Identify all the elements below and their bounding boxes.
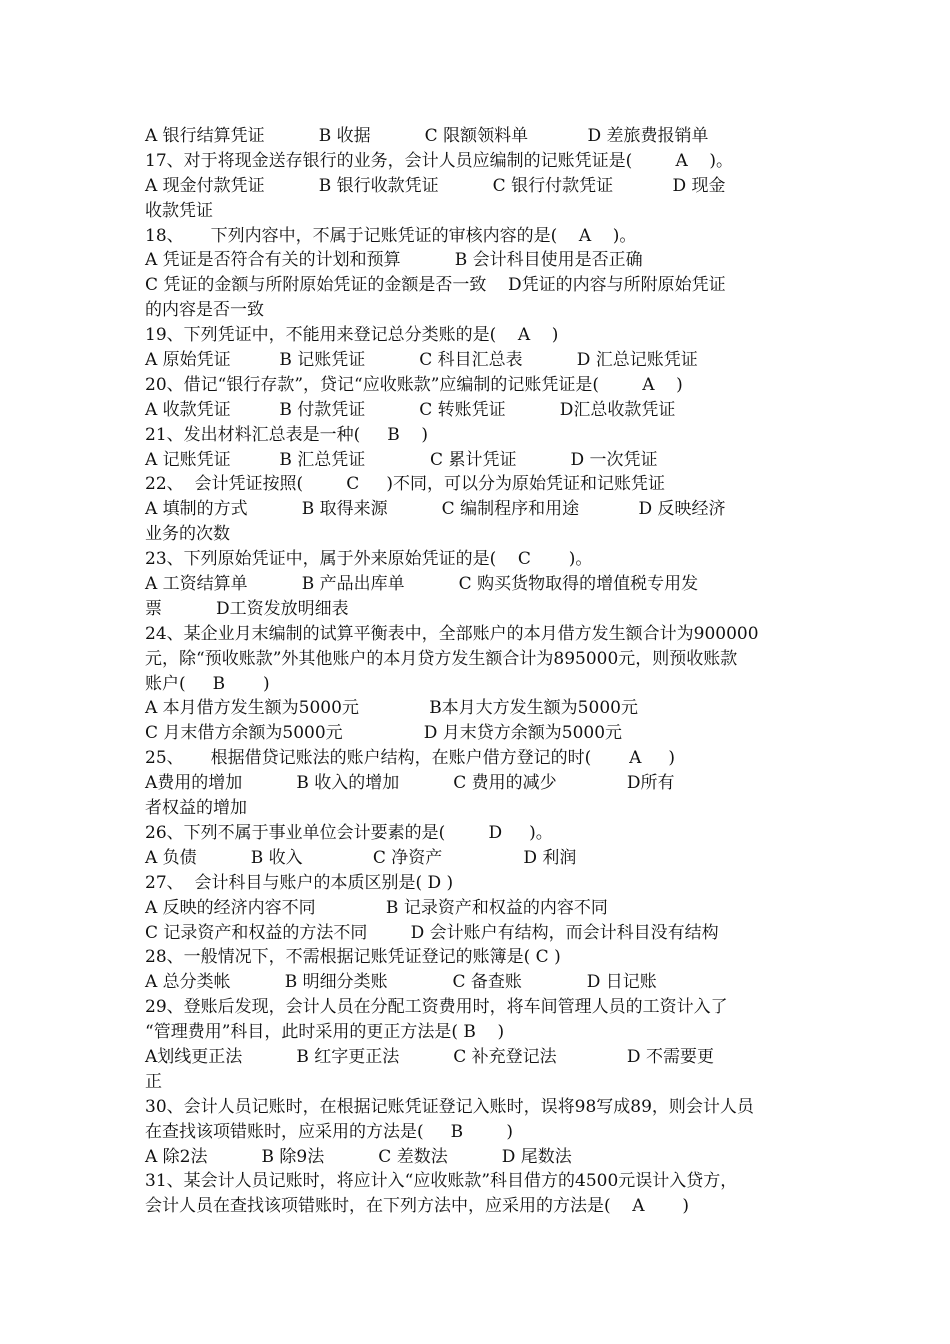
question-23: 23、下列原始凭证中，属于外来原始凭证的是( C )。: [145, 549, 593, 570]
text-line: C 记录资产和权益的方法不同 D 会计账户有结构，而会计科目没有结构: [145, 922, 719, 943]
question-19: 19、下列凭证中，不能用来登记总分类账的是( A ): [145, 325, 559, 346]
text-line: 业务的次数: [145, 524, 230, 545]
text-line: A 负债 B 收入 C 净资产 D 利润: [145, 847, 577, 868]
question-18: 18、 下列内容中，不属于记账凭证的审核内容的是( A )。: [145, 225, 637, 246]
text-line: A 总分类帐 B 明细分类账 C 备查账 D 日记账: [145, 972, 657, 993]
text-line: A 凭证是否符合有关的计划和预算 B 会计科目使用是否正确: [145, 250, 643, 271]
text-line: 正: [145, 1071, 162, 1092]
question-27: 27、 会计科目与账户的本质区别是( D ): [145, 872, 454, 893]
question-24: 24、某企业月末编制的试算平衡表中，全部账户的本月借方发生额合计为900000: [145, 623, 759, 644]
text-line: A 银行结算凭证 B 收据 C 限额领料单 D 差旅费报销单: [145, 126, 709, 146]
text-line: 者权益的增加: [145, 798, 247, 819]
question-30: 30、会计人员记账时，在根据记账凭证登记入账时，误将98写成89，则会计人员: [145, 1096, 754, 1117]
text-line: A费用的增加 B 收入的增加 C 费用的减少 D所有: [145, 773, 675, 794]
question-25: 25、 根据借贷记账法的账户结构，在账户借方登记的时( A ): [145, 748, 676, 769]
text-line: A划线更正法 B 红字更正法 C 补充登记法 D 不需要更: [145, 1046, 714, 1067]
text-line: A 现金付款凭证 B 银行收款凭证 C 银行付款凭证 D 现金: [145, 175, 726, 196]
text-line: A 反映的经济内容不同 B 记录资产和权益的内容不同: [145, 897, 608, 918]
question-31: 31、某会计人员记账时，将应计入“应收账款”科目借方的4500元误计入贷方，: [145, 1171, 738, 1192]
text-line: C 凭证的金额与所附原始凭证的金额是否一致 D凭证的内容与所附原始凭证: [145, 275, 726, 296]
text-line: 元，除“预收账款”外其他账户的本月贷方发生额合计为895000元，则预收账款: [145, 648, 738, 669]
text-line: A 工资结算单 B 产品出库单 C 购买货物取得的增值税专用发: [145, 574, 699, 595]
text-line: A 收款凭证 B 付款凭证 C 转账凭证 D汇总收款凭证: [145, 399, 676, 420]
text-line: A 记账凭证 B 汇总凭证 C 累计凭证 D 一次凭证: [145, 449, 658, 470]
question-22: 22、 会计凭证按照( C )不同，可以分为原始凭证和记账凭证: [145, 474, 665, 495]
question-17: 17、对于将现金送存银行的业务，会计人员应编制的记账凭证是( A )。: [145, 150, 734, 171]
text-line: 收款凭证: [145, 200, 213, 221]
text-line: 会计人员在查找该项错账时，在下列方法中，应采用的方法是( A ): [145, 1196, 689, 1217]
question-26: 26、下列不属于事业单位会计要素的是( D )。: [145, 822, 553, 843]
text-line: A 除2法 B 除9法 C 差数法 D 尾数法: [145, 1146, 572, 1167]
text-line: A 本月借方发生额为5000元 B本月大方发生额为5000元: [145, 698, 638, 719]
question-21: 21、发出材料汇总表是一种( B ): [145, 424, 429, 445]
text-line: 在查找该项错账时，应采用的方法是( B ): [145, 1121, 514, 1142]
question-28: 28、一般情况下，不需根据记账凭证登记的账簿是( C ): [145, 947, 561, 968]
text-line: A 填制的方式 B 取得来源 C 编制程序和用途 D 反映经济: [145, 499, 726, 520]
text-line: A 原始凭证 B 记账凭证 C 科目汇总表 D 汇总记账凭证: [145, 350, 698, 371]
text-line: C 月末借方余额为5000元 D 月末贷方余额为5000元: [145, 723, 623, 744]
document-body: [145, 124, 815, 1219]
text-line: 的内容是否一致: [145, 300, 264, 321]
text-line: “管理费用”科目，此时采用的更正方法是( B ): [145, 1022, 505, 1043]
text-line: 账户( B ): [145, 673, 270, 694]
text-line: 票 D工资发放明细表: [145, 598, 349, 619]
question-29: 29、登账后发现，会计人员在分配工资费用时，将车间管理人员的工资计入了: [145, 997, 728, 1018]
question-20: 20、借记“银行存款”，贷记“应收账款”应编制的记账凭证是( A ): [145, 374, 683, 395]
